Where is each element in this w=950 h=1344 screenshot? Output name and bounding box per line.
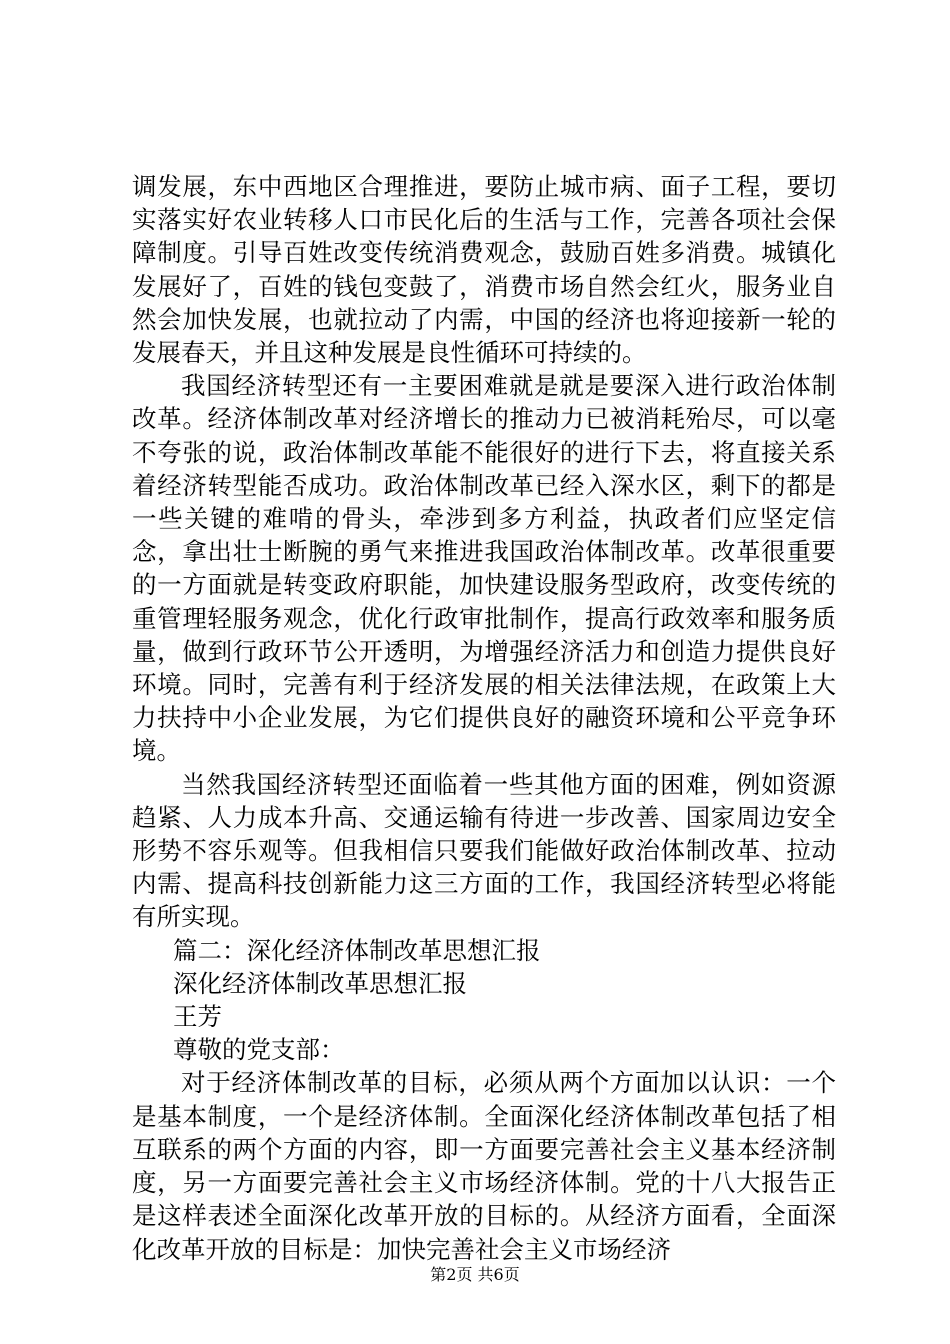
paragraph-continuation: 调发展，东中西地区合理推进，要防止城市病、面子工程，要切实落实好农业转移人口市民化后的生活与工作，完善各项社会保障制度。引导百姓改变传统消费观念，鼓励百姓多消费。城镇化发展好了，百姓的钱包变鼓了，消费市场自然会红火，服务业自然会加快发展，也就拉动了内需，中国的经济也将迎接新一轮的发展春天，并且这种发展是良性循环可持续的。 bbox=[132, 172, 836, 368]
paragraph-other-difficulties: 当然我国经济转型还面临着一些其他方面的困难，例如资源趋紧、人力成本升高、交通运输有待进一步改善、国家周边安全形势不容乐观等。但我相信只要我们能做好政治体制改革、拉动内需、提高科技创新能力这三方面的工作，我国经济转型必将能有所实现。 bbox=[132, 769, 836, 932]
paragraph-reform-goals: 对于经济体制改革的目标，必须从两个方面加以认识：一个是基本制度，一个是经济体制。全面深化经济体制改革包括了相互联系的两个方面的内容，即一方面要完善社会主义基本经济制度，另一方面要完善社会主义市场经济体制。党的十八大报告正是这样表述全面深化改革开放的目标的。从经济方面看，全面深化改革开放的目标是：加快完善社会主义市场经济 bbox=[132, 1068, 836, 1264]
author-name: 王芳 bbox=[173, 1002, 222, 1032]
paragraph-political-reform: 我国经济转型还有一主要困难就是就是要深入进行政治体制改革。经济体制改革对经济增长的推动力已被消耗殆尽，可以毫不夸张的说，政治体制改革能不能很好的进行下去，将直接关系着经济转型能否成功。政治体制改革已经入深水区，剩下的都是一些关键的难啃的骨头，牵涉到多方利益，执政者们应坚定信念，拿出壮士断腕的勇气来推进我国政治体制改革。改革很重要的一方面就是转变政府职能，加快建设服务型政府，改变传统的重管理轻服务观念，优化行政审批制作，提高行政效率和服务质量，做到行政环节公开透明，为增强经济活力和创造力提供良好环境。同时，完善有利于经济发展的相关法律法规，在政策上大力扶持中小企业发展，为它们提供良好的融资环境和公平竞争环境。 bbox=[132, 371, 836, 766]
salutation: 尊敬的党支部： bbox=[173, 1035, 345, 1065]
document-body bbox=[132, 170, 836, 1266]
report-title: 深化经济体制改革思想汇报 bbox=[173, 968, 467, 998]
page-number-footer: 第2页 共6页 bbox=[430, 1265, 520, 1284]
section-heading: 篇二：深化经济体制改革思想汇报 bbox=[173, 935, 541, 965]
